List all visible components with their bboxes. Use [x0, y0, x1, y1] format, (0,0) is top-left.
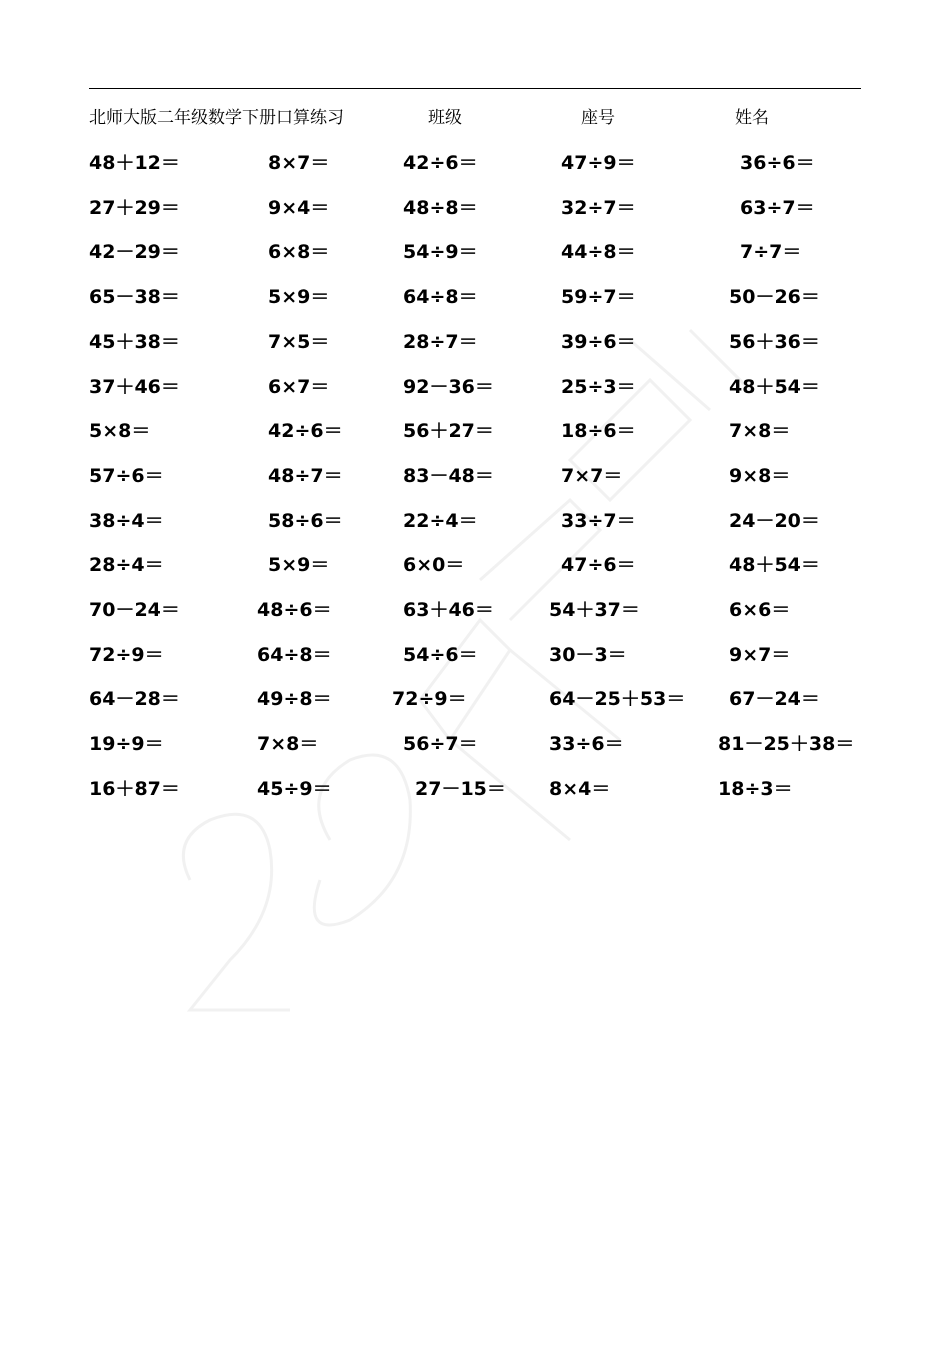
- arithmetic-problem: 64－25＋53＝: [549, 688, 686, 711]
- problem-row: [0, 640, 950, 670]
- arithmetic-problem: 45÷9＝: [257, 777, 332, 800]
- arithmetic-problem: 9×8＝: [729, 464, 791, 487]
- arithmetic-problem: 5×9＝: [268, 554, 330, 577]
- arithmetic-problem: 54＋37＝: [549, 599, 640, 621]
- arithmetic-problem: 33÷7＝: [561, 509, 636, 532]
- arithmetic-problem: 5×8＝: [89, 420, 151, 443]
- arithmetic-problem: 27－15＝: [415, 777, 506, 800]
- problem-row: [0, 282, 950, 312]
- arithmetic-problem: 47÷9＝: [561, 152, 636, 174]
- seat-label: 座号: [581, 108, 615, 128]
- arithmetic-problem: 37＋46＝: [89, 375, 180, 398]
- arithmetic-problem: 64－28＝: [89, 688, 180, 711]
- arithmetic-problem: 6×8＝: [268, 241, 330, 264]
- problem-row: [0, 506, 950, 536]
- arithmetic-problem: 64÷8＝: [403, 286, 478, 309]
- arithmetic-problem: 72÷9＝: [392, 688, 467, 711]
- arithmetic-problem: 48＋12＝: [89, 152, 180, 174]
- arithmetic-problem: 6×6＝: [729, 599, 791, 621]
- problem-row: [0, 416, 950, 446]
- arithmetic-problem: 83－48＝: [403, 464, 494, 487]
- arithmetic-problem: 81－25＋38＝: [718, 733, 855, 756]
- arithmetic-problem: 49÷8＝: [257, 688, 332, 711]
- arithmetic-problem: 50－26＝: [729, 286, 820, 309]
- arithmetic-problem: 48＋54＝: [729, 554, 820, 577]
- arithmetic-problem: 7×8＝: [729, 420, 791, 443]
- arithmetic-problem: 7×8＝: [257, 733, 319, 756]
- arithmetic-problem: 42÷6＝: [403, 152, 478, 174]
- arithmetic-problem: 70－24＝: [89, 599, 180, 621]
- arithmetic-problem: 42÷6＝: [268, 420, 343, 443]
- name-label: 姓名: [735, 108, 769, 128]
- problem-row: [0, 148, 950, 178]
- arithmetic-problem: 64÷8＝: [257, 643, 332, 666]
- problem-row: [0, 550, 950, 580]
- problem-row: [0, 729, 950, 759]
- problem-row: [0, 684, 950, 714]
- arithmetic-problem: 48＋54＝: [729, 375, 820, 398]
- arithmetic-problem: 65－38＝: [89, 286, 180, 309]
- arithmetic-problem: 59÷7＝: [561, 286, 636, 309]
- arithmetic-problem: 18÷3＝: [718, 777, 793, 800]
- arithmetic-problem: 42－29＝: [89, 241, 180, 264]
- arithmetic-problem: 56＋36＝: [729, 330, 820, 353]
- arithmetic-problem: 7÷7＝: [740, 241, 802, 264]
- arithmetic-problem: 19÷9＝: [89, 733, 164, 756]
- arithmetic-problem: 63÷7＝: [740, 196, 815, 219]
- problem-row: [0, 595, 950, 625]
- arithmetic-problem: 18÷6＝: [561, 420, 636, 443]
- problem-row: [0, 461, 950, 491]
- arithmetic-problem: 8×4＝: [549, 777, 611, 800]
- arithmetic-problem: 36÷6＝: [740, 152, 815, 174]
- class-label: 班级: [428, 108, 462, 128]
- arithmetic-problem: 6×7＝: [268, 375, 330, 398]
- arithmetic-problem: 5×9＝: [268, 286, 330, 309]
- arithmetic-problem: 54÷9＝: [403, 241, 478, 264]
- arithmetic-problem: 63＋46＝: [403, 599, 494, 621]
- problem-row: [0, 237, 950, 267]
- arithmetic-problem: 28÷7＝: [403, 330, 478, 353]
- arithmetic-problem: 72÷9＝: [89, 643, 164, 666]
- arithmetic-problem: 67－24＝: [729, 688, 820, 711]
- arithmetic-problem: 32÷7＝: [561, 196, 636, 219]
- arithmetic-problem: 8×7＝: [268, 152, 330, 174]
- arithmetic-problem: 9×7＝: [729, 643, 791, 666]
- worksheet-title: 北师大版二年级数学下册口算练习: [89, 108, 344, 128]
- arithmetic-problem: 47÷6＝: [561, 554, 636, 577]
- arithmetic-problem: 27＋29＝: [89, 196, 180, 219]
- arithmetic-problem: 39÷6＝: [561, 330, 636, 353]
- arithmetic-problem: 16＋87＝: [89, 777, 180, 800]
- arithmetic-problem: 92－36＝: [403, 375, 494, 398]
- arithmetic-problem: 9×4＝: [268, 196, 330, 219]
- problem-row: [0, 327, 950, 357]
- arithmetic-problem: 7×5＝: [268, 330, 330, 353]
- arithmetic-problem: 48÷7＝: [268, 464, 343, 487]
- arithmetic-problem: 57÷6＝: [89, 464, 164, 487]
- arithmetic-problem: 6×0＝: [403, 554, 465, 577]
- arithmetic-problem: 44÷8＝: [561, 241, 636, 264]
- arithmetic-problem: 54÷6＝: [403, 643, 478, 666]
- arithmetic-problem: 56÷7＝: [403, 733, 478, 756]
- arithmetic-problem: 30－3＝: [549, 643, 627, 666]
- arithmetic-problem: 28÷4＝: [89, 554, 164, 577]
- arithmetic-problem: 7×7＝: [561, 464, 623, 487]
- problem-row: [0, 372, 950, 402]
- arithmetic-problem: 45＋38＝: [89, 330, 180, 353]
- arithmetic-problem: 25÷3＝: [561, 375, 636, 398]
- arithmetic-problem: 24－20＝: [729, 509, 820, 532]
- arithmetic-problem: 56＋27＝: [403, 420, 494, 443]
- arithmetic-problem: 48÷6＝: [257, 599, 332, 621]
- arithmetic-problem: 38÷4＝: [89, 509, 164, 532]
- arithmetic-problem: 33÷6＝: [549, 733, 624, 756]
- arithmetic-problem: 22÷4＝: [403, 509, 478, 532]
- arithmetic-problem: 58÷6＝: [268, 509, 343, 532]
- problem-row: [0, 774, 950, 804]
- arithmetic-problem: 48÷8＝: [403, 196, 478, 219]
- problem-row: [0, 193, 950, 223]
